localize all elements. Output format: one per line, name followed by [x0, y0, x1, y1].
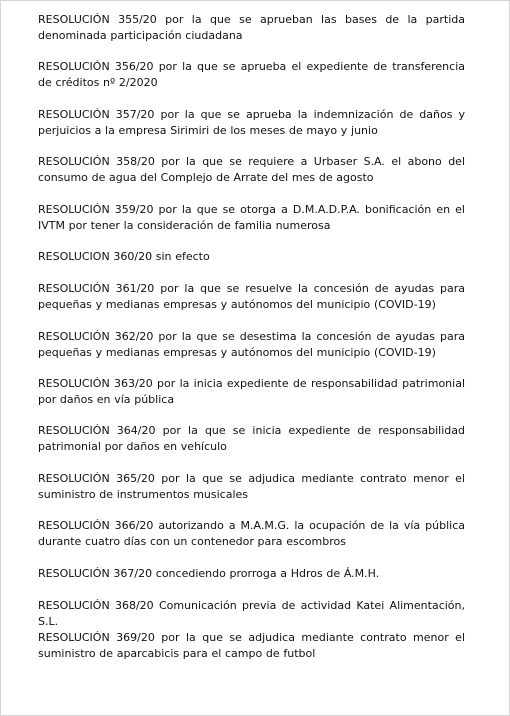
- resolution-365: RESOLUCIÓN 365/20 por la que se adjudica mediante contrato menor el suministro de instrumentos musicales: [38, 472, 465, 501]
- resolution-369: RESOLUCIÓN 369/20 por la que se adjudica mediante contrato menor el suministro de aparcabicis para el campo de futbol: [38, 631, 465, 660]
- resolution-364: RESOLUCIÓN 364/20 por la que se inicia expediente de responsabilidad patrimonial por daños en vehículo: [38, 424, 465, 453]
- resolution-360: RESOLUCION 360/20 sin efecto: [38, 250, 210, 263]
- resolution-368: RESOLUCIÓN 368/20 Comunicación previa de actividad Katei Alimentación, S.L.: [38, 599, 465, 628]
- resolution-355: RESOLUCIÓN 355/20 por la que se aprueban las bases de la partida denominada participación ciudadana: [38, 13, 465, 42]
- resolution-359: RESOLUCIÓN 359/20 por la que se otorga a D.M.A.D.P.A. bonificación en el IVTM por tener la consideración de familia numerosa: [38, 203, 465, 232]
- resolution-361: RESOLUCIÓN 361/20 por la que se resuelve la concesión de ayudas para pequeñas y medianas empresas y autónomos del municipio (COVID-19): [38, 282, 465, 311]
- resolution-367: RESOLUCIÓN 367/20 concediendo prorroga a Hdros de Á.M.H.: [38, 567, 380, 580]
- resolution-366: RESOLUCIÓN 366/20 autorizando a M.A.M.G. la ocupación de la vía pública durante cuatro días con un contenedor para escombros: [38, 519, 465, 548]
- resolution-362: RESOLUCIÓN 362/20 por la que se desestima la concesión de ayudas para pequeñas y medianas empresas y autónomos del municipio (COVID-19): [38, 330, 465, 359]
- resolution-356: RESOLUCIÓN 356/20 por la que se aprueba el expediente de transferencia de créditos nº 2/2020: [38, 60, 465, 89]
- resolution-358: RESOLUCIÓN 358/20 por la que se requiere a Urbaser S.A. el abono del consumo de agua del Complejo de Arrate del mes de agosto: [38, 155, 465, 184]
- resolution-363: RESOLUCIÓN 363/20 por la inicia expediente de responsabilidad patrimonial por daños en vía pública: [38, 377, 465, 406]
- resolution-357: RESOLUCIÓN 357/20 por la que se aprueba la indemnización de daños y perjuicios a la empresa Sirimiri de los meses de mayo y junio: [38, 108, 465, 137]
